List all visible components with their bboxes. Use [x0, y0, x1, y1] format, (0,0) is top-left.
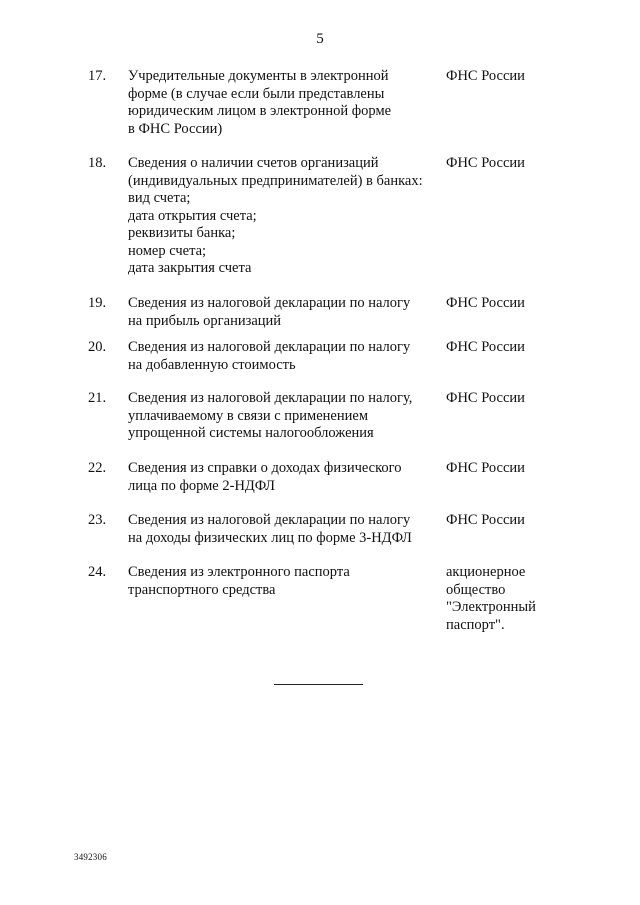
closing-divider [274, 684, 363, 685]
description-line: дата закрытия счета [128, 260, 252, 276]
item-description [128, 512, 438, 547]
description-line: Сведения из электронного паспорта [128, 564, 350, 580]
agency-line: общество [446, 581, 506, 598]
description-line: реквизиты банка; [128, 225, 236, 241]
description-line: Сведения из налоговой декларации по налогу [128, 512, 411, 528]
description-line: транспортного средства [128, 581, 276, 598]
item-agency [446, 339, 566, 357]
description-line: Сведения из налоговой декларации по налогу [128, 339, 411, 355]
agency-line: ФНС России [446, 390, 525, 406]
item-number: 20. [88, 339, 107, 355]
item-agency [446, 390, 566, 408]
item-number: 21. [88, 390, 107, 406]
description-line: юридическим лицом в электронной форме [128, 103, 392, 119]
item-number: 19. [88, 295, 107, 311]
item-agency [446, 564, 566, 634]
item-description [128, 155, 438, 278]
agency-line: "Электронный [446, 599, 536, 615]
description-line: Сведения из налоговой декларации по налогу [128, 295, 411, 311]
agency-line: ФНС России [446, 339, 525, 355]
agency-line: ФНС России [446, 155, 525, 171]
item-description [128, 460, 438, 495]
agency-line: паспорт". [446, 616, 505, 633]
description-line: лица по форме 2-НДФЛ [128, 477, 276, 494]
description-line: в ФНС России) [128, 120, 223, 137]
item-number: 22. [88, 460, 107, 476]
description-line: Учредительные документы в электронной [128, 68, 389, 84]
description-line: (индивидуальных предпринимателей) в банках: [128, 172, 423, 189]
item-agency [446, 460, 566, 478]
agency-line: ФНС России [446, 512, 525, 528]
page-number: 5 [316, 31, 324, 47]
agency-line: ФНС России [446, 295, 525, 311]
item-agency [446, 512, 566, 530]
item-agency [446, 295, 566, 313]
item-description [128, 295, 438, 330]
description-line: на добавленную стоимость [128, 356, 296, 373]
item-number: 17. [88, 68, 107, 84]
item-description [128, 68, 438, 138]
agency-line: акционерное [446, 564, 526, 580]
description-line: вид счета; [128, 190, 191, 206]
description-line: Сведения из налоговой декларации по налогу, [128, 390, 413, 406]
description-line: на доходы физических лиц по форме 3-НДФЛ [128, 529, 412, 546]
item-agency [446, 68, 566, 86]
item-description [128, 390, 438, 443]
description-line: уплачиваемому в связи с применением [128, 407, 368, 424]
item-number: 24. [88, 564, 107, 580]
item-agency [446, 155, 566, 173]
item-description [128, 564, 438, 599]
description-line: Сведения о наличии счетов организаций [128, 155, 379, 171]
agency-line: ФНС России [446, 68, 525, 84]
description-line: Сведения из справки о доходах физического [128, 460, 402, 476]
item-number: 18. [88, 155, 107, 171]
document-code: 3492306 [74, 852, 107, 862]
item-number: 23. [88, 512, 107, 528]
description-line: на прибыль организаций [128, 312, 282, 329]
item-description [128, 339, 438, 374]
description-line: упрощенной системы налогообложения [128, 425, 374, 441]
description-line: номер счета; [128, 242, 207, 259]
description-line: дата открытия счета; [128, 207, 257, 224]
agency-line: ФНС России [446, 460, 525, 476]
description-line: форме (в случае если были представлены [128, 85, 385, 102]
